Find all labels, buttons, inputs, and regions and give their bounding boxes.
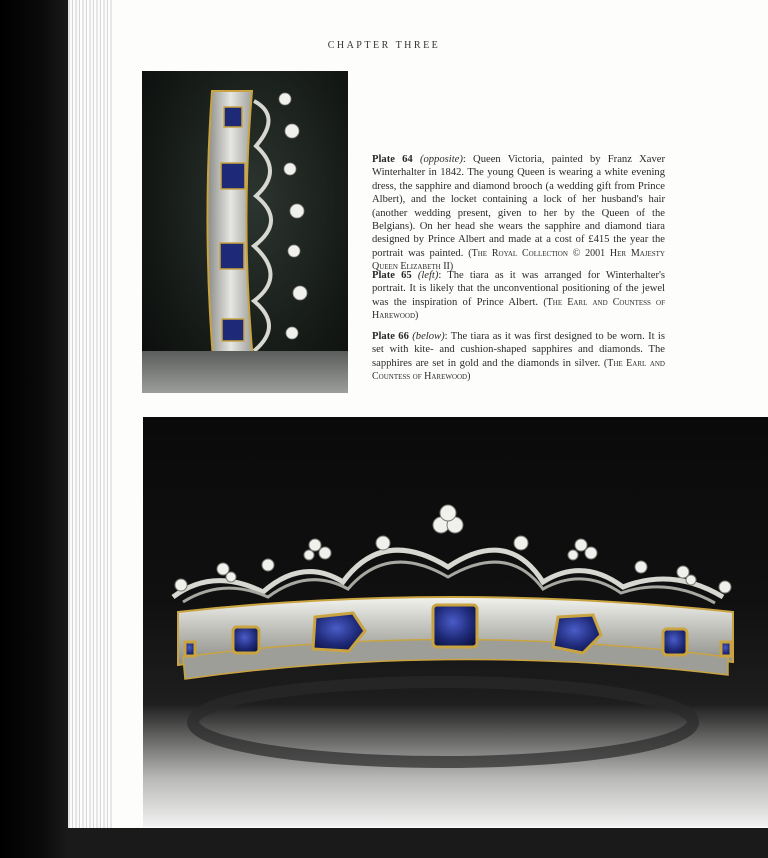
tiara-illustration xyxy=(143,417,768,827)
plate-65-credit: (The Earl and Countess of Harewood) xyxy=(372,296,665,322)
plate-66-note: (below) xyxy=(412,331,445,342)
page-edges xyxy=(68,0,118,830)
plate-64-note: (opposite) xyxy=(419,154,463,165)
plate-66-credit: (The Earl and Countess of Harewood) xyxy=(372,357,665,383)
plate-66-caption xyxy=(372,330,665,384)
bottom-shadow xyxy=(68,828,768,858)
book-gutter-shadow xyxy=(0,0,68,858)
plate-65-note: (left) xyxy=(417,270,439,281)
plate-65-body: : The tiara as it was arranged for Winterhalter's portrait. It is likely that the unconventional positioning of the jewel was the inspiration of Prince Albert. xyxy=(372,270,666,308)
plate-64-label: Plate 64 xyxy=(372,154,413,165)
plate-66-label: Plate 66 xyxy=(372,331,409,342)
plate-65-photo xyxy=(142,71,348,393)
plate-64-credit: (The Royal Collection © 2001 Her Majesty Queen Elizabeth II) xyxy=(372,247,665,273)
vertical-tiara-illustration xyxy=(142,71,348,393)
plate-66-body: : The tiara as it was first designed to be worn. It is set with kite- and cushion-shaped sapphires and diamonds. The sapphires are set in gold and the diamonds in silver. xyxy=(372,331,665,369)
plate-65-caption xyxy=(372,269,665,323)
plate-65-label: Plate 65 xyxy=(372,270,412,281)
plate-66-photo xyxy=(143,417,768,827)
plate-64-caption xyxy=(372,153,665,274)
chapter-heading: CHAPTER THREE xyxy=(327,40,441,51)
plate-64-body: : Queen Victoria, painted by Franz Xaver Winterhalter in 1842. The young Queen is wearing a white evening dress, the sapphire and diamond brooch (a wedding gift from Prince Albert), and the locket containing a lock of her husband's hair (another wedding present, given to her by the Queen of the Belgians). On her head she wears the sapphire and diamond tiara designed by Prince Albert and made at a cost of £415 the year the portrait was painted. xyxy=(372,154,665,259)
photo-floor xyxy=(142,351,348,393)
